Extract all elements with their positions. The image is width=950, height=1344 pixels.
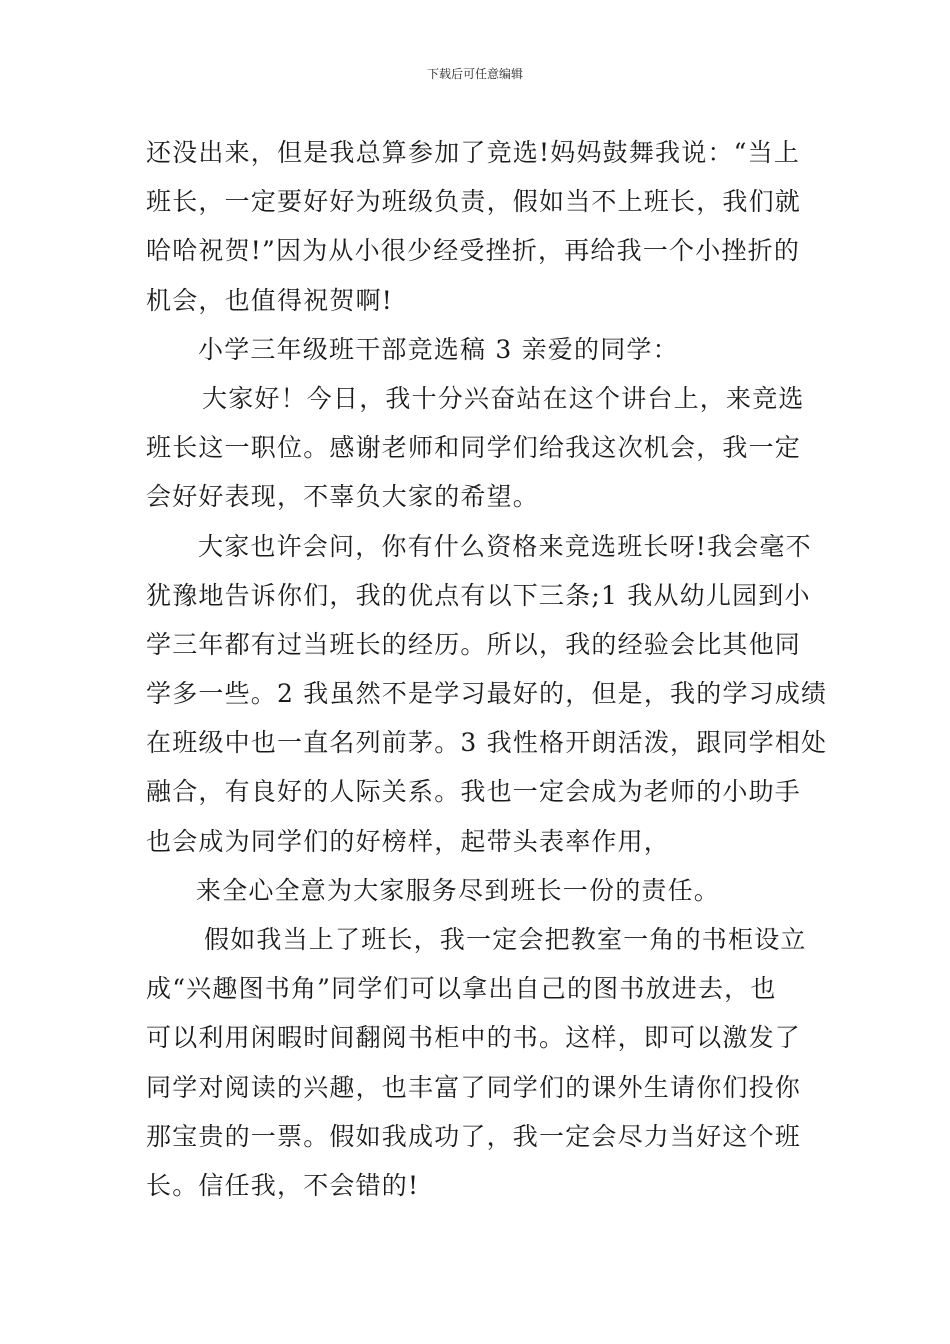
text-line: 融合，有良好的人际关系。我也一定会成为老师的小助手 — [146, 777, 802, 807]
text-line: 假如我当上了班长，我一定会把教室一角的书柜设立 — [204, 925, 807, 954]
text-line: 哈哈祝贺!”因为从小很少经受挫折，再给我一个小挫折的 — [146, 236, 801, 266]
document-body — [146, 128, 828, 1210]
text-line: 可以利用闲暇时间翻阅书柜中的书。这样，即可以激发了 — [146, 1023, 802, 1053]
text-line: 大家好！今日，我十分兴奋站在这个讲台上，来竞选 — [202, 383, 805, 413]
text-line: 学三年都有过当班长的经历。所以，我的经验会比其他同 — [146, 629, 802, 659]
text-line: 机会，也值得祝贺啊! — [146, 285, 394, 315]
page-header: 下载后可任意编辑 — [426, 67, 523, 81]
text-line: 大家也许会问，你有什么资格来竞选班长呀!我会毫不 — [198, 531, 812, 561]
text-line: 在班级中也一直名列前茅。3 我性格开朗活泼，跟同学相处 — [146, 728, 828, 758]
text-line: 会好好表现，不辜负大家的希望。 — [146, 482, 540, 512]
text-line: 同学对阅读的兴趣，也丰富了同学们的课外生请你们投你 — [146, 1072, 802, 1102]
text-line: 长。信任我，不会错的! — [146, 1170, 420, 1200]
text-line: 班长，一定要好好为班级负责，假如当不上班长，我们就 — [146, 187, 802, 217]
text-line: 班长这一职位。感谢老师和同学们给我这次机会，我一定 — [146, 433, 802, 463]
text-line: 来全心全意为大家服务尽到班长一份的责任。 — [196, 875, 721, 905]
text-line: 还没出来，但是我总算参加了竞选!妈妈鼓舞我说：“当上 — [146, 138, 801, 167]
text-line: 也会成为同学们的好榜样，起带头表率作用， — [146, 826, 671, 856]
text-line: 那宝贵的一票。假如我成功了，我一定会尽力当好这个班 — [146, 1121, 802, 1151]
text-line: 成“兴趣图书角”同学们可以拿出自己的图书放进去，也 — [146, 974, 777, 1004]
text-line: 犹豫地告诉你们，我的优点有以下三条;1 我从幼儿园到小 — [146, 580, 811, 610]
section-heading: 小学三年级班干部竞选稿 3 亲爱的同学： — [198, 334, 679, 364]
text-line: 学多一些。2 我虽然不是学习最好的，但是，我的学习成绩 — [146, 679, 828, 709]
